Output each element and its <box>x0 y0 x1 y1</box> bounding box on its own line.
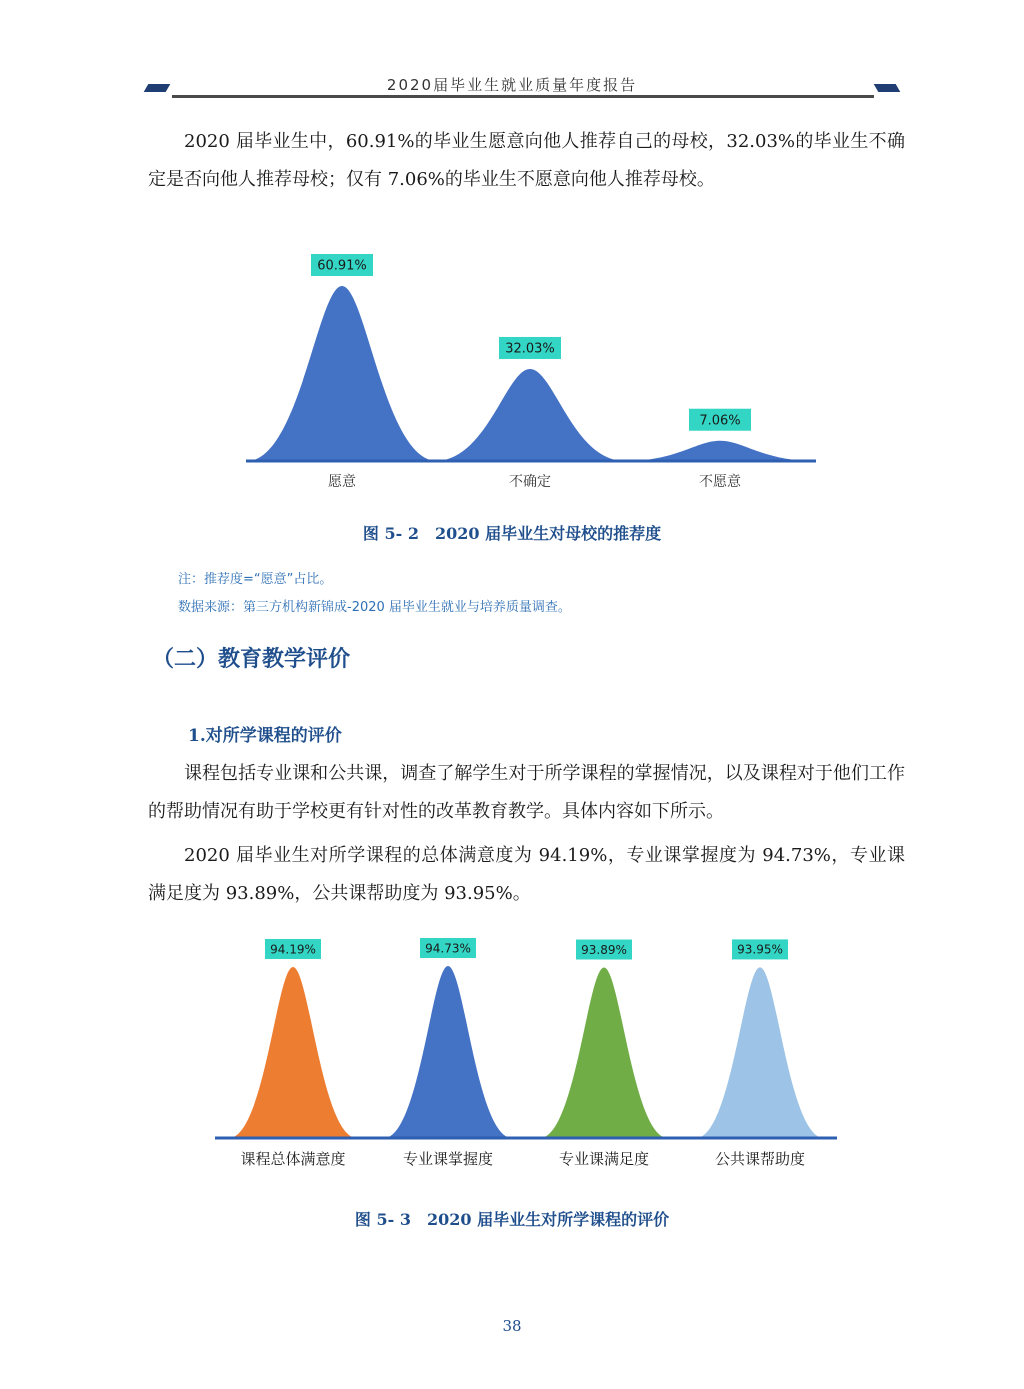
chart2-peak-3 <box>696 967 824 1138</box>
chart2-category-label-3: 公共课帮助度 <box>714 1150 806 1168</box>
chart1-peak-1 <box>435 369 625 461</box>
chart1-category-label-2: 不愿意 <box>699 474 741 490</box>
running-header-title: 2020届毕业生就业质量年度报告 <box>386 76 638 94</box>
figure-caption-5-3: 图 5- 3 2020 届毕业生对所学课程的评价 <box>354 1210 670 1229</box>
chart2-category-label-0: 课程总体满意度 <box>240 1150 346 1168</box>
header-rule <box>172 95 874 98</box>
chart1-data-label-0: 60.91% <box>317 258 367 274</box>
paragraph-course-intro: 课程包括专业课和公共课，调查了解学生对于所学课程的掌握情况，以及课程对于他们工作的帮助情况有助于学校更有针对性的改革教育教学。具体内容如下所示。 <box>148 763 905 822</box>
chart-course-evaluation <box>200 932 850 1177</box>
chart2-peak-1 <box>384 966 512 1138</box>
chart1-category-label-1: 不确定 <box>509 474 551 490</box>
chart2-peak-0 <box>229 967 357 1138</box>
chart1-data-label-1: 32.03% <box>505 341 555 357</box>
chart2-peak-2 <box>540 968 668 1138</box>
header-decoration-right <box>874 84 901 92</box>
paragraph-course-stats: 2020 届毕业生对所学课程的总体满意度为 94.19%，专业课掌握度为 94.73%，专业课满足度为 93.89%，公共课帮助度为 93.95%。 <box>148 845 905 904</box>
chart2-category-label-2: 专业课满足度 <box>558 1150 650 1168</box>
paragraph-recommendation: 2020 届毕业生中，60.91%的毕业生愿意向他人推荐自己的母校，32.03%的毕业生不确定是否向他人推荐母校；仅有 7.06%的毕业生不愿意向他人推荐母校。 <box>148 131 905 190</box>
figure-caption-5-2: 图 5- 2 2020 届毕业生对母校的推荐度 <box>362 524 662 543</box>
chart2-data-label-0: 94.19% <box>270 942 316 957</box>
section-heading: （二）教育教学评价 <box>152 647 351 672</box>
chart2-data-label-2: 93.89% <box>581 942 627 957</box>
data-source: 数据来源：第三方机构新锦成-2020 届毕业生就业与培养质量调查。 <box>178 600 571 615</box>
chart2-data-label-3: 93.95% <box>737 942 783 957</box>
chart2-data-label-1: 94.73% <box>425 941 471 956</box>
chart1-peak-0 <box>247 286 437 461</box>
chart-recommendation <box>230 245 830 500</box>
figure-note: 注：推荐度=“愿意”占比。 <box>178 572 333 587</box>
chart1-data-label-2: 7.06% <box>699 413 741 429</box>
chart2-category-label-1: 专业课掌握度 <box>402 1150 494 1168</box>
chart1-category-label-0: 愿意 <box>328 474 356 490</box>
chart1-peak-2 <box>625 441 815 461</box>
page-number: 38 <box>502 1317 522 1335</box>
subsection-heading: 1.对所学课程的评价 <box>188 726 342 746</box>
